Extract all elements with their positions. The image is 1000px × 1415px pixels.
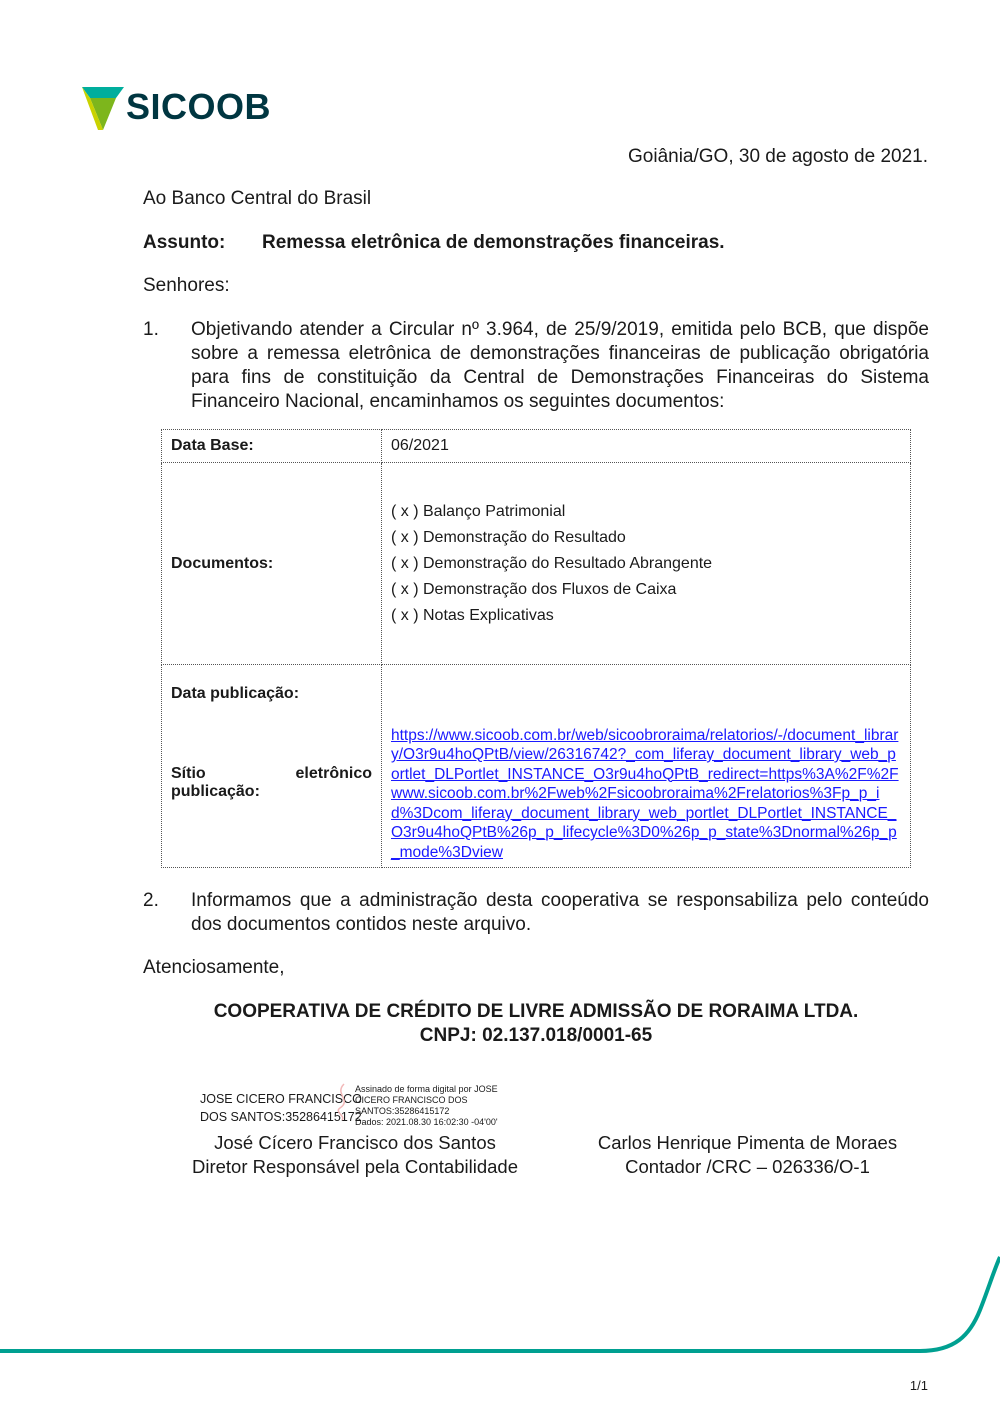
- closing: Atenciosamente,: [143, 957, 285, 978]
- signer-role: Diretor Responsável pela Contabilidade: [192, 1156, 518, 1177]
- sicoob-chevron-logo-icon: [80, 84, 126, 134]
- list-item: ( x ) Notas Explicativas: [391, 606, 554, 624]
- paragraph-text: Informamos que a administração desta cooperativa se responsabiliza pelo conteúdo dos documentos contidos neste arquivo.: [191, 890, 929, 935]
- documentos-label: Documentos:: [162, 463, 382, 665]
- sitio-label-word: Sítio: [171, 765, 206, 782]
- subject-text: Remessa eletrônica de demonstrações financeiras.: [262, 232, 725, 253]
- list-item: ( x ) Demonstração do Resultado: [391, 528, 626, 546]
- data-publicacao-label: Data publicação:: [171, 685, 300, 702]
- signer-accountant: [575, 1131, 920, 1179]
- signature-info-line: SANTOS:35286415172: [355, 1106, 450, 1116]
- table-row-publicacao: [162, 665, 911, 868]
- entity-cnpj: CNPJ: 02.137.018/0001-65: [419, 1025, 653, 1046]
- table-row-data-base: [162, 430, 911, 463]
- signature-name-line: DOS SANTOS:35286415172: [200, 1110, 362, 1124]
- signer-director: [170, 1131, 540, 1179]
- list-item: ( x ) Balanço Patrimonial: [391, 502, 566, 520]
- signature-swoosh-icon: [330, 1082, 356, 1122]
- sitio-label-publicacao: publicação:: [171, 783, 260, 800]
- signer-role: Contador /CRC – 026336/O-1: [625, 1156, 870, 1177]
- sicoob-logo: [80, 84, 290, 134]
- paragraph-1: [143, 318, 929, 414]
- signer-name: José Cícero Francisco dos Santos: [214, 1132, 496, 1153]
- addressee: Ao Banco Central do Brasil: [143, 188, 372, 209]
- paragraph-number: 1.: [143, 319, 159, 340]
- documentos-list: [382, 463, 911, 665]
- page-number: 1/1: [909, 1378, 928, 1393]
- entity-block: [0, 1000, 1000, 1048]
- signature-info-line: Assinado de forma digital por JOSE: [355, 1084, 498, 1094]
- publicacao-labels: [162, 665, 382, 868]
- entity-name: COOPERATIVA DE CRÉDITO DE LIVRE ADMISSÃO DE RORAIMA LTDA.: [213, 1001, 859, 1022]
- greeting: Senhores:: [143, 275, 230, 296]
- paragraph-number: 2.: [143, 890, 159, 911]
- documents-table: [161, 429, 911, 868]
- footer-curve-decoration: [0, 1255, 1000, 1355]
- signature-name-line: JOSE CICERO FRANCISCO: [200, 1092, 362, 1106]
- subject-label: Assunto:: [143, 232, 226, 253]
- list-item: ( x ) Demonstração do Resultado Abrangente: [391, 554, 713, 572]
- signer-name: Carlos Henrique Pimenta de Moraes: [597, 1132, 898, 1153]
- signature-info-line: CICERO FRANCISCO DOS: [355, 1095, 468, 1105]
- sitio-label: [171, 765, 372, 783]
- sitio-url-cell: [382, 665, 911, 868]
- digital-signature-info: [355, 1084, 498, 1128]
- sitio-url-link[interactable]: https://www.sicoob.com.br/web/sicoobroraima/relatorios/-/document_library/O3r9u4hoQPtB/view/26316742?_com_liferay_document_library_web_portlet_DLPortlet_INSTANCE_O3r9u4hoQPtB_redirect=https%3A%2F%2Fwww.sicoob.com.br%2Fweb%2Fsicoobroraima%2Frelatorios%3Fp_p_id%3Dcom_liferay_document_library_web_portlet_DLPortlet_INSTANCE_O3r9u4hoQPtB%26p_p_lifecycle%3D0%26p_p_state%3Dnormal%26p_p_mode%3Dview: [391, 726, 899, 861]
- list-item: ( x ) Demonstração dos Fluxos de Caixa: [391, 580, 677, 598]
- paragraph-text: Objetivando atender a Circular nº 3.964, de 25/9/2019, emitida pelo BCB, que dispõe sobre a remessa eletrônica de demonstrações financeiras de publicação obrigatória para fins de constituição da Central de Demonstrações Financeiras do Sistema Financeiro Nacional, encaminhamos os seguintes documentos:: [191, 319, 929, 412]
- table-row-documentos: [162, 463, 911, 665]
- paragraph-2: [143, 889, 929, 937]
- sitio-label-word: eletrônico: [295, 765, 372, 782]
- logo-text: SICOOB: [126, 86, 272, 127]
- data-base-label: Data Base:: [162, 430, 382, 463]
- letter-date: Goiânia/GO, 30 de agosto de 2021.: [628, 146, 928, 167]
- signature-info-line: Dados: 2021.08.30 16:02:30 -04'00': [355, 1117, 498, 1127]
- data-base-value: 06/2021: [382, 430, 911, 463]
- subject-line: [143, 232, 725, 254]
